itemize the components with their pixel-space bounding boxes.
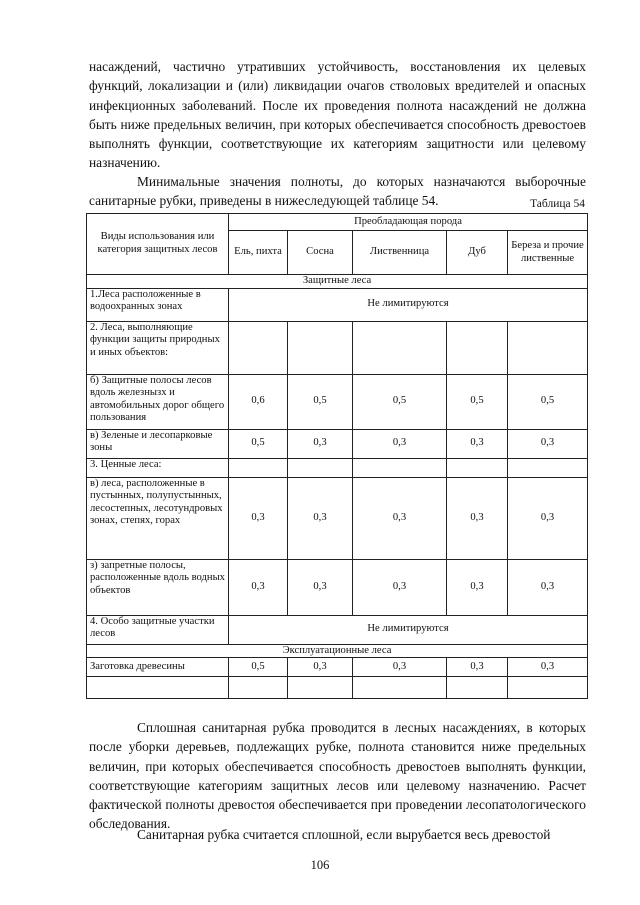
value-cell: 0,3 bbox=[447, 658, 508, 677]
value-cell: 0,3 bbox=[447, 559, 508, 615]
not-limited-cell: Не лимитируются bbox=[229, 615, 588, 644]
empty-cell bbox=[447, 677, 508, 699]
value-cell: 0,5 bbox=[447, 374, 508, 429]
row-label: б) Защитные полосы лесов вдоль железнызх и автомобильных дорог общего пользования bbox=[87, 374, 229, 429]
col-header-spruce: Ель, пихта bbox=[229, 231, 288, 275]
empty-cell bbox=[447, 458, 508, 477]
value-cell: 0,3 bbox=[288, 477, 353, 559]
value-cell: 0,3 bbox=[447, 477, 508, 559]
row-label: з) запретные полосы, расположенные вдоль водных объектов bbox=[87, 559, 229, 615]
value-cell: 0,3 bbox=[288, 658, 353, 677]
col-header-birch: Береза и прочие лиственные bbox=[508, 231, 588, 275]
empty-cell bbox=[288, 458, 353, 477]
empty-cell bbox=[229, 458, 288, 477]
empty-cell bbox=[508, 677, 588, 699]
empty-cell bbox=[508, 458, 588, 477]
value-cell: 0,3 bbox=[288, 559, 353, 615]
value-cell: 0,3 bbox=[508, 477, 588, 559]
value-cell: 0,3 bbox=[353, 559, 447, 615]
value-cell: 0,5 bbox=[353, 374, 447, 429]
empty-cell bbox=[288, 321, 353, 374]
header-group: Преобладающая порода bbox=[229, 214, 588, 231]
value-cell: 0,6 bbox=[229, 374, 288, 429]
empty-cell bbox=[288, 677, 353, 699]
col-header-larch: Лиственница bbox=[353, 231, 447, 275]
row-label: в) Зеленые и лесопарковые зоны bbox=[87, 429, 229, 458]
paragraph-clear-cut: Сплошная санитарная рубка проводится в лесных насаждениях, в которых после уборки деревьев, подлежащих рубке, полнота становится ниже предельных величин, при которых обеспечивается способность древостоев выполнять функции, соответствующие категориям защитных лесов или целевому назначению. Расчет фактической полноты древостоя обеспечивается при проведении лесопатологического обследования. bbox=[89, 720, 586, 832]
empty-cell bbox=[353, 458, 447, 477]
value-cell: 0,5 bbox=[508, 374, 588, 429]
value-cell: 0,3 bbox=[508, 429, 588, 458]
row-label: 1.Леса расположенные в водоохранных зонах bbox=[87, 288, 229, 321]
value-cell: 0,3 bbox=[353, 429, 447, 458]
value-cell: 0,3 bbox=[288, 429, 353, 458]
value-cell: 0,5 bbox=[288, 374, 353, 429]
header-row-label: Виды использования или категория защитных лесов bbox=[87, 214, 229, 275]
value-cell: 0,3 bbox=[229, 559, 288, 615]
paragraph-continuous: Санитарная рубка считается сплошной, если вырубается весь древостой bbox=[137, 827, 551, 842]
row-label: 4. Особо защитные участки лесов bbox=[87, 615, 229, 644]
table-54 bbox=[86, 213, 588, 699]
value-cell: 0,5 bbox=[229, 658, 288, 677]
row-label: 3. Ценные леса: bbox=[87, 458, 229, 477]
not-limited-cell: Не лимитируются bbox=[229, 288, 588, 321]
empty-cell bbox=[87, 677, 229, 699]
section-protective: Защитные леса bbox=[87, 275, 588, 289]
empty-cell bbox=[353, 677, 447, 699]
value-cell: 0,3 bbox=[508, 658, 588, 677]
empty-cell bbox=[229, 677, 288, 699]
value-cell: 0,5 bbox=[229, 429, 288, 458]
value-cell: 0,3 bbox=[508, 559, 588, 615]
empty-cell bbox=[353, 321, 447, 374]
table-caption: Таблица 54 bbox=[530, 198, 585, 210]
empty-cell bbox=[229, 321, 288, 374]
page-number: 106 bbox=[310, 858, 330, 872]
value-cell: 0,3 bbox=[353, 477, 447, 559]
paragraph-intro: насаждений, частично утративших устойчивость, восстановления их целевых функций, локализации и (или) ликвидации очагов стволовых вредителей и опасных инфекционных заболеваний. После их проведения полнота насаждений не должна быть ниже предельных величин, при которых обеспечивается способность древостоев выполнять функции, соответствующие их категориям защитности или целевому назначению. bbox=[89, 59, 586, 171]
col-header-pine: Сосна bbox=[288, 231, 353, 275]
empty-cell bbox=[447, 321, 508, 374]
row-label: в) леса, расположенные в пустынных, полупустынных, лесостепных, лесотундровых зонах, степях, горах bbox=[87, 477, 229, 559]
section-exploitation: Эксплуатационные леса bbox=[87, 644, 588, 658]
col-header-oak: Дуб bbox=[447, 231, 508, 275]
row-label: Заготовка древесины bbox=[87, 658, 229, 677]
value-cell: 0,3 bbox=[353, 658, 447, 677]
row-label: 2. Леса, выполняющие функции защиты природных и иных объектов: bbox=[87, 321, 229, 374]
empty-cell bbox=[508, 321, 588, 374]
value-cell: 0,3 bbox=[229, 477, 288, 559]
value-cell: 0,3 bbox=[447, 429, 508, 458]
paragraph-table-intro: Минимальные значения полноты, до которых назначаются выборочные санитарные рубки, приведены в нижеследующей таблице 54. bbox=[89, 174, 586, 209]
